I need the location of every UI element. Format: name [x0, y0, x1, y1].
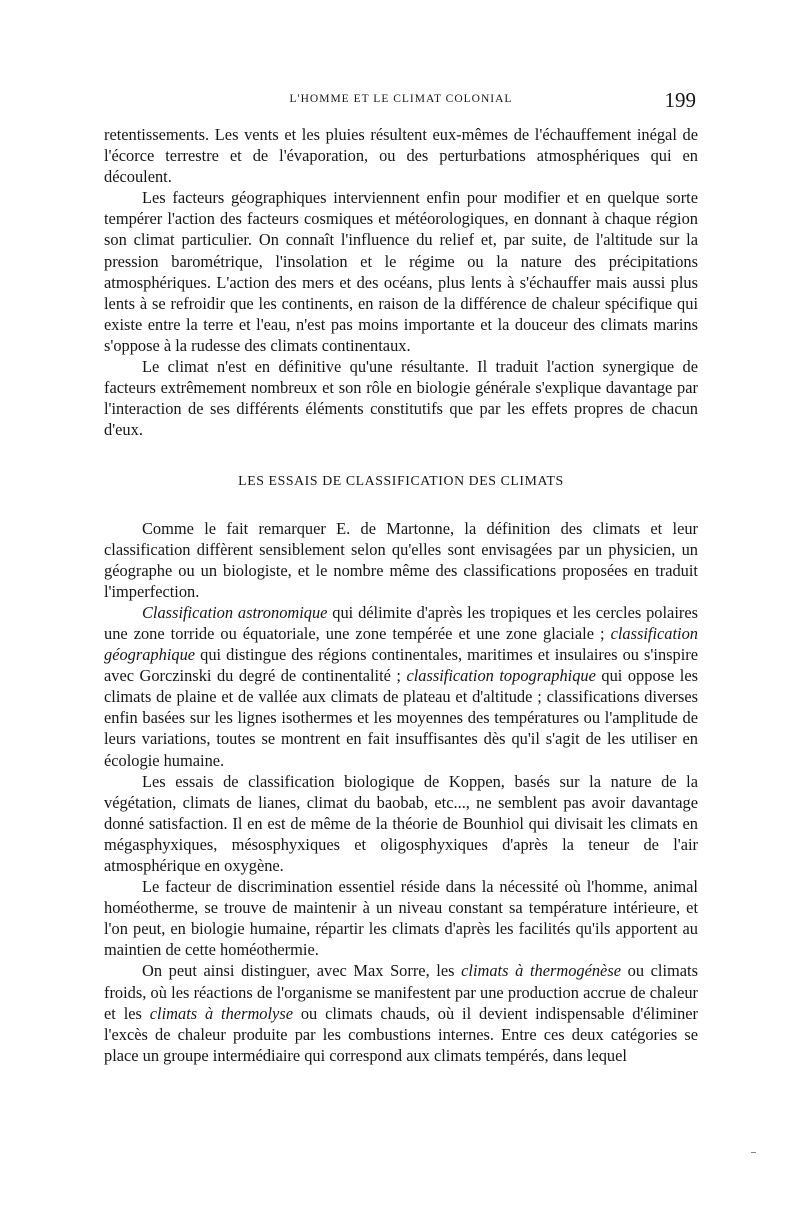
text-segment: ou climats froids, où les réactions de l'organisme se manifestent par une production accrue de chaleur et les [104, 961, 698, 1023]
text-segment: qui oppose les climats de plaine et de vallée aux climats de plateau et d'altitude ; classifications diverses enfin basées sur les lignes isothermes et les moyennes des températures ou l'amplitude de leurs variations, toutes se montrent en fait insuffisantes dès qu'il s'agit de les utiliser en écologie humaine. [104, 666, 698, 770]
text-segment: ou climats chauds, où il devient indispensable d'éliminer l'excès de chaleur produite par les combustions internes. Entre ces deux catégories se place un groupe intermédiaire qui correspond aux climats tempérés, dans lequel [104, 1003, 698, 1065]
page-number: 199 [664, 88, 696, 112]
text-segment: qui délimite d'après les tropiques et les cercles polaires une zone torride ou équatoriale, une zone tempérée et une zone glaciale ; [104, 602, 698, 643]
paragraph-geographic-factors: Les facteurs géographiques interviennent enfin pour modifier et en quelque sorte tempérer l'action des facteurs cosmiques et météorologiques, en donnant à chaque région son climat particulier. On connaît l'influence du relief et, par suite, de l'altitude sur la pression barométrique, l'insolation et le régime ou la nature des précipitations atmosphériques. L'action des mers et des océans, plus lents à s'échauffer mais aussi plus lents à se refroidir que les continents, en raison de la différence de chaleur spécifique qui existe entre la terre et l'eau, n'est pas moins importante et la douceur des climats marins s'oppose à la rudesse des climats continentaux. [104, 188, 698, 355]
paragraph-classifications [104, 602, 698, 771]
paragraph-climate-resultant: Le climat n'est en définitive qu'une résultante. Il traduit l'action synergique de facteurs extrêmement nombreux et son rôle en biologie générale s'explique davantage par l'interaction de ses différents éléments constitutifs que par les effets propres de chacun d'eux. [104, 357, 698, 440]
term-astronomique: Classification astronomique [142, 602, 328, 622]
term-thermolyse: climats à thermolyse [149, 1003, 293, 1023]
paragraph-continuation: retentissements. Les vents et les pluies résultent eux-mêmes de l'échauffement inégal de l'écorce terrestre et de l'évaporation, ou des perturbations atmosphériques qui en découlent. [104, 125, 698, 187]
body-text [104, 124, 698, 1066]
term-geographique: classification géographique [104, 623, 698, 665]
text-segment: qui distingue des régions continentales, maritimes et insulaires ou s'inspire avec Gorczinski du degré de continentalité ; [104, 645, 698, 686]
margin-mark [751, 1152, 756, 1153]
running-title: L'HOMME ET LE CLIMAT COLONIAL [289, 93, 513, 105]
paragraph-homeothermie: Le facteur de discrimination essentiel réside dans la nécessité où l'homme, animal homéotherme, se trouve de maintenir à un niveau constant sa température intérieure, et l'on peut, en biologie humaine, répartir les climats d'après les facilités qu'ils apportent au maintien de cette homéothermie. [104, 877, 698, 960]
paragraph-koppen: Les essais de classification biologique de Koppen, basés sur la nature de la végétation, climats de lianes, climat du baobab, etc..., ne semblent pas avoir davantage donné satisfaction. Il en est de même de la théorie de Bounhiol qui divisait les climats en mégasphyxiques, mésosphyxiques et oligosphyxiques d'après la teneur de l'air atmosphérique en oxygène. [104, 771, 698, 875]
term-thermogenese: climats à thermogénèse [461, 961, 621, 981]
paragraph-max-sorre [104, 960, 698, 1065]
section-heading: LES ESSAIS DE CLASSIFICATION DES CLIMATS [238, 473, 564, 489]
text-segment: On peut ainsi distinguer, avec Max Sorre, les [142, 961, 462, 981]
paragraph-martonne: Comme le fait remarquer E. de Martonne, la définition des climats et leur classification diffèrent sensiblement selon qu'elles sont envisagées par un physicien, un géographe ou un biologiste, et le nombre même des classifications proposées en traduit l'imperfection. [104, 518, 698, 601]
running-header [104, 88, 698, 112]
term-topographique: classification topographique [406, 666, 596, 686]
